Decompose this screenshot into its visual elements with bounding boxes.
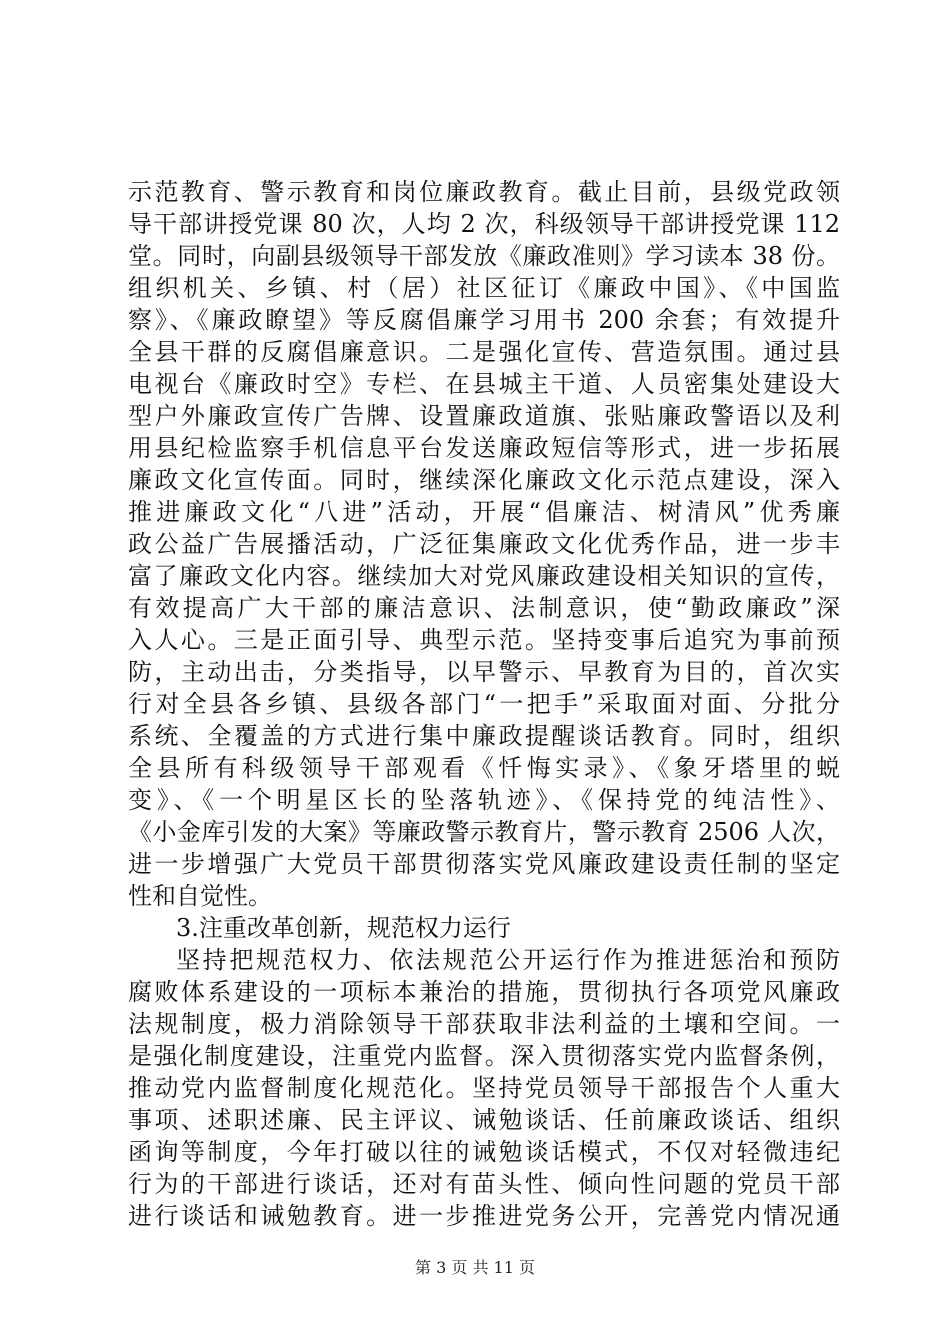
- text-line: 全县干群的反腐倡廉意识。二是强化宣传、营造氛围。通过县: [128, 338, 840, 366]
- text-line: 导干部讲授党课 80 次，人均 2 次，科级领导干部讲授党课 112: [128, 210, 840, 238]
- text-line: 进行谈话和诫勉教育。进一步推进党务公开，完善党内情况通: [128, 1202, 840, 1230]
- text-line: 政公益广告展播活动，广泛征集廉政文化优秀作品，进一步丰: [128, 530, 840, 558]
- page-footer: [0, 1255, 950, 1278]
- text-line: 示范教育、警示教育和岗位廉政教育。截止目前，县级党政领: [128, 178, 840, 206]
- section-heading: 3.注重改革创新，规范权力运行: [176, 914, 511, 942]
- text-line: 全县所有科级领导干部观看《忏悔实录》、《象牙塔里的蜕: [128, 754, 840, 782]
- text-line: 是强化制度建设，注重党内监督。深入贯彻落实党内监督条例，: [128, 1042, 840, 1070]
- text-line: 性和自觉性。: [128, 882, 272, 910]
- text-line: 富了廉政文化内容。继续加大对党风廉政建设相关知识的宣传，: [128, 562, 840, 590]
- document-body: [128, 176, 840, 1232]
- text-line: 行对全县各乡镇、县级各部门“一把手”采取面对面、分批分: [128, 690, 840, 718]
- text-line: 腐败体系建设的一项标本兼治的措施，贯彻执行各项党风廉政: [128, 978, 840, 1006]
- text-line: 推进廉政文化“八进”活动，开展“倡廉洁、树清风”优秀廉: [128, 498, 840, 526]
- text-line: 用县纪检监察手机信息平台发送廉政短信等形式，进一步拓展: [128, 434, 840, 462]
- text-line: 堂。同时，向副县级领导干部发放《廉政准则》学习读本 38 份。: [128, 242, 840, 270]
- paragraph-1: [128, 176, 840, 912]
- text-line: 坚持把规范权力、依法规范公开运行作为推进惩治和预防: [176, 946, 840, 974]
- text-line: 有效提高广大干部的廉洁意识、法制意识，使“勤政廉政”深: [128, 594, 840, 622]
- text-line: 防，主动出击，分类指导，以早警示、早教育为目的，首次实: [128, 658, 840, 686]
- text-line: 进一步增强广大党员干部贯彻落实党风廉政建设责任制的坚定: [128, 850, 840, 878]
- page-number: 第 3 页 共 11 页: [415, 1258, 535, 1277]
- text-line: 法规制度，极力消除领导干部获取非法利益的土壤和空间。一: [128, 1010, 840, 1038]
- text-line: 变》、《一个明星区长的坠落轨迹》、《保持党的纯洁性》、: [128, 786, 840, 814]
- text-line: 入人心。三是正面引导、典型示范。坚持变事后追究为事前预: [128, 626, 840, 654]
- text-line: 事项、述职述廉、民主评议、诫勉谈话、任前廉政谈话、组织: [128, 1106, 840, 1134]
- text-line: 型户外廉政宣传广告牌、设置廉政道旗、张贴廉政警语以及利: [128, 402, 840, 430]
- text-line: 函询等制度，今年打破以往的诫勉谈话模式，不仅对轻微违纪: [128, 1138, 840, 1166]
- text-line: 察》、《廉政瞭望》等反腐倡廉学习用书 200 余套；有效提升: [128, 306, 840, 334]
- text-line: 系统、全覆盖的方式进行集中廉政提醒谈话教育。同时，组织: [128, 722, 840, 750]
- text-line: 推动党内监督制度化规范化。坚持党员领导干部报告个人重大: [128, 1074, 840, 1102]
- paragraph-2: [128, 944, 840, 1232]
- text-line: 廉政文化宣传面。同时，继续深化廉政文化示范点建设，深入: [128, 466, 840, 494]
- text-line: 电视台《廉政时空》专栏、在县城主干道、人员密集处建设大: [128, 370, 840, 398]
- text-line: 组织机关、乡镇、村（居）社区征订《廉政中国》、《中国监: [128, 274, 840, 302]
- text-line: 行为的干部进行谈话，还对有苗头性、倾向性问题的党员干部: [128, 1170, 840, 1198]
- text-line: 《小金库引发的大案》等廉政警示教育片，警示教育 2506 人次，: [128, 818, 840, 846]
